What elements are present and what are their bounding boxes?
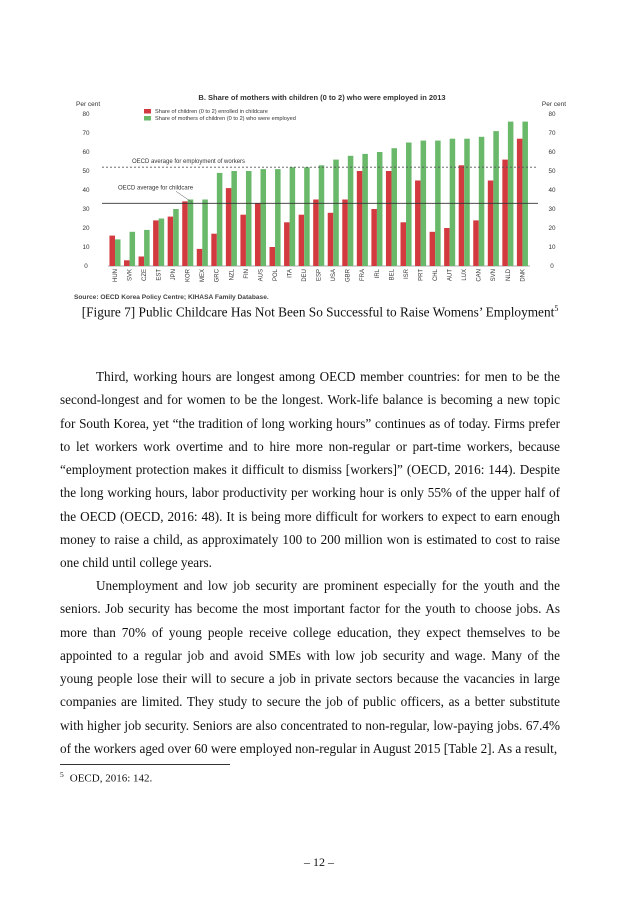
x-tick-label: CHL (432, 269, 439, 282)
y-tick-label-right: 70 (548, 130, 556, 137)
bar-childcare (473, 220, 479, 266)
y-tick-label-left: 70 (82, 130, 90, 137)
x-tick-label: GRC (214, 269, 221, 283)
bar-childcare (284, 222, 290, 266)
y-tick-label-left: 20 (82, 225, 90, 232)
bar-childcare (342, 200, 348, 267)
bar-employment (261, 169, 267, 266)
bar-childcare (488, 181, 494, 267)
bar-employment (406, 143, 412, 267)
y-tick-label-left: 0 (84, 263, 88, 270)
bar-childcare (313, 200, 319, 267)
bar-childcare (139, 257, 145, 267)
x-tick-label: ESP (316, 269, 323, 282)
bar-childcare (124, 260, 130, 266)
x-tick-label: SVK (127, 269, 134, 282)
paragraph-working-hours: Third, working hours are longest among OECD member countries: for men to be the second-longest and for women to be the longest. Work-life balance is becoming a new topic for South Korea, yet “the tradition of long working hours” continues as of today. Firms prefer to let workers work overtime and to hire more non-regular or part-time workers, because “employment protection makes it difficult to dismiss [workers]” (OECD, 2016: 144). Despite the long working hours, labor productivity per working hour is only 55% of the upper half of the OECD (OECD, 2016: 48). It is being more difficult for workers to expect to earn enough money to raise a child, as approximately 100 to 200 million won is estimated to cost to raise one child until college years. (60, 369, 560, 571)
x-tick-label: PRT (418, 269, 425, 281)
x-tick-label: LUX (462, 269, 469, 281)
x-tick-label: ISR (403, 269, 410, 280)
bar-childcare (299, 215, 305, 266)
bar-childcare (328, 213, 334, 266)
x-tick-label: NZL (229, 269, 236, 281)
x-tick-label: SVN (491, 269, 498, 282)
y-tick-label-right: 10 (548, 244, 556, 251)
y-tick-label-right: 30 (548, 206, 556, 213)
y-tick-label-right: 60 (548, 149, 556, 156)
bar-childcare (226, 188, 232, 266)
y-tick-label-right: 80 (548, 111, 556, 118)
footnote-text: OECD, 2016: 142. (69, 772, 153, 785)
bar-employment (362, 154, 368, 266)
chart-title: B. Share of mothers with children (0 to 2) who were employed in 2013 (198, 93, 446, 102)
y-tick-label-right: 20 (548, 225, 556, 232)
legend-swatch (144, 109, 151, 114)
x-tick-label: DNK (520, 269, 527, 282)
figure-caption (60, 304, 580, 320)
bar-childcare (517, 139, 523, 266)
bar-employment (130, 232, 136, 266)
bar-childcare (109, 236, 115, 266)
y-tick-label-left: 80 (82, 111, 90, 118)
bar-childcare (240, 215, 246, 266)
y-tick-label-left: 10 (82, 244, 90, 251)
x-tick-label: FRA (360, 269, 367, 281)
footnote-divider (60, 764, 230, 765)
bar-employment (115, 239, 121, 266)
bar-employment (275, 169, 281, 266)
reference-label-childcare: OECD average for childcare (118, 185, 194, 192)
bar-childcare (182, 201, 188, 266)
bar-employment (348, 156, 354, 266)
y-axis-label-left: Per cent (76, 101, 101, 108)
legend-label: Share of children (0 to 2) enrolled in childcare (155, 109, 268, 115)
bar-employment (144, 230, 150, 266)
caption-text: [Figure 7] Public Childcare Has Not Been So Successful to Raise Womens’ Employment (81, 304, 555, 320)
x-tick-label: KOR (185, 269, 192, 283)
x-tick-label: ITA (287, 269, 294, 278)
footnote (60, 770, 152, 785)
y-tick-label-left: 40 (82, 187, 90, 194)
bar-employment (173, 209, 179, 266)
bar-employment (246, 171, 252, 266)
bar-childcare (371, 209, 377, 266)
bar-employment (159, 219, 165, 267)
bar-employment (391, 148, 397, 266)
x-tick-label: CAN (476, 269, 483, 282)
bar-employment (304, 167, 310, 266)
bar-childcare (400, 222, 406, 266)
x-tick-label: JPN (171, 269, 178, 281)
caption-footnote-ref: 5 (554, 304, 559, 313)
bar-employment (333, 160, 339, 266)
bar-childcare (444, 228, 450, 266)
bar-employment (479, 137, 485, 266)
bar-childcare (430, 232, 436, 266)
page-number: – 12 – (304, 855, 334, 869)
bar-childcare (168, 217, 174, 266)
x-tick-label: BEL (389, 269, 396, 281)
y-tick-label-left: 30 (82, 206, 90, 213)
footnote-number: 5 (60, 770, 64, 779)
x-tick-label: MEX (200, 269, 207, 283)
bar-childcare (502, 160, 508, 266)
bar-childcare (153, 220, 159, 266)
legend-label: Share of mothers of children (0 to 2) who were employed (155, 116, 296, 122)
bar-childcare (357, 171, 363, 266)
y-axis-label-right: Per cent (541, 101, 567, 108)
bar-employment (522, 122, 528, 266)
bar-employment (202, 200, 208, 267)
figure-chart (72, 88, 572, 303)
bar-childcare (459, 165, 465, 266)
y-tick-label-right: 40 (548, 187, 556, 194)
x-tick-label: POL (272, 269, 279, 282)
x-tick-label: FIN (243, 269, 250, 279)
bar-employment (508, 122, 514, 266)
x-tick-label: AUS (258, 269, 265, 282)
bar-childcare (211, 234, 217, 266)
x-tick-label: DEU (302, 269, 309, 282)
paragraph-unemployment: Unemployment and low job security are prominent especially for the youth and the seniors. Job security has become the most important factor for the youth to choose jobs. As more than 70% of young people receive college education, they expect themselves to be appointed to a regular job and avoid SMEs with low job security and wage. Many of the young people lose their will to secure a job in private sectors because the vacancies in large companies are limited. They study to secure the job of public officers, as a better substitute with higher job security. Seniors are also concentrated to non-regular, low-paying jobs. 67.4% of the workers aged over 60 were employed non-regular in August 2015 [Table 2]. As a result, (60, 578, 560, 757)
bar-employment (464, 139, 470, 266)
bar-childcare (270, 247, 276, 266)
x-tick-label: NLD (505, 269, 512, 282)
x-tick-label: HUN (112, 269, 119, 282)
reference-label-pointer (176, 191, 192, 202)
bar-childcare (197, 249, 203, 266)
y-tick-label-right: 50 (548, 168, 556, 175)
bar-employment (377, 152, 383, 266)
bar-employment (319, 165, 325, 266)
bar-employment (231, 171, 237, 266)
y-tick-label-left: 50 (82, 168, 90, 175)
bar-childcare (386, 171, 392, 266)
legend-swatch (144, 116, 151, 121)
x-tick-label: EST (156, 269, 163, 281)
bar-childcare (255, 203, 261, 266)
bar-employment (188, 200, 194, 267)
chart-svg (72, 88, 572, 303)
bar-childcare (415, 181, 421, 267)
bar-employment (450, 139, 456, 266)
x-tick-label: IRL (374, 269, 381, 279)
bar-employment (217, 173, 223, 266)
x-tick-label: AUT (447, 269, 454, 281)
y-tick-label-right: 0 (550, 263, 554, 270)
x-tick-label: USA (331, 269, 338, 282)
x-tick-label: GBR (345, 269, 352, 283)
bar-employment (290, 167, 296, 266)
x-tick-label: CZE (141, 269, 148, 281)
figure-source: Source: OECD Korea Policy Centre; KIHASA Family Database. (74, 294, 269, 301)
reference-label-employment: OECD average for employment of workers (132, 159, 246, 166)
y-tick-label-left: 60 (82, 149, 90, 156)
bar-employment (493, 131, 499, 266)
